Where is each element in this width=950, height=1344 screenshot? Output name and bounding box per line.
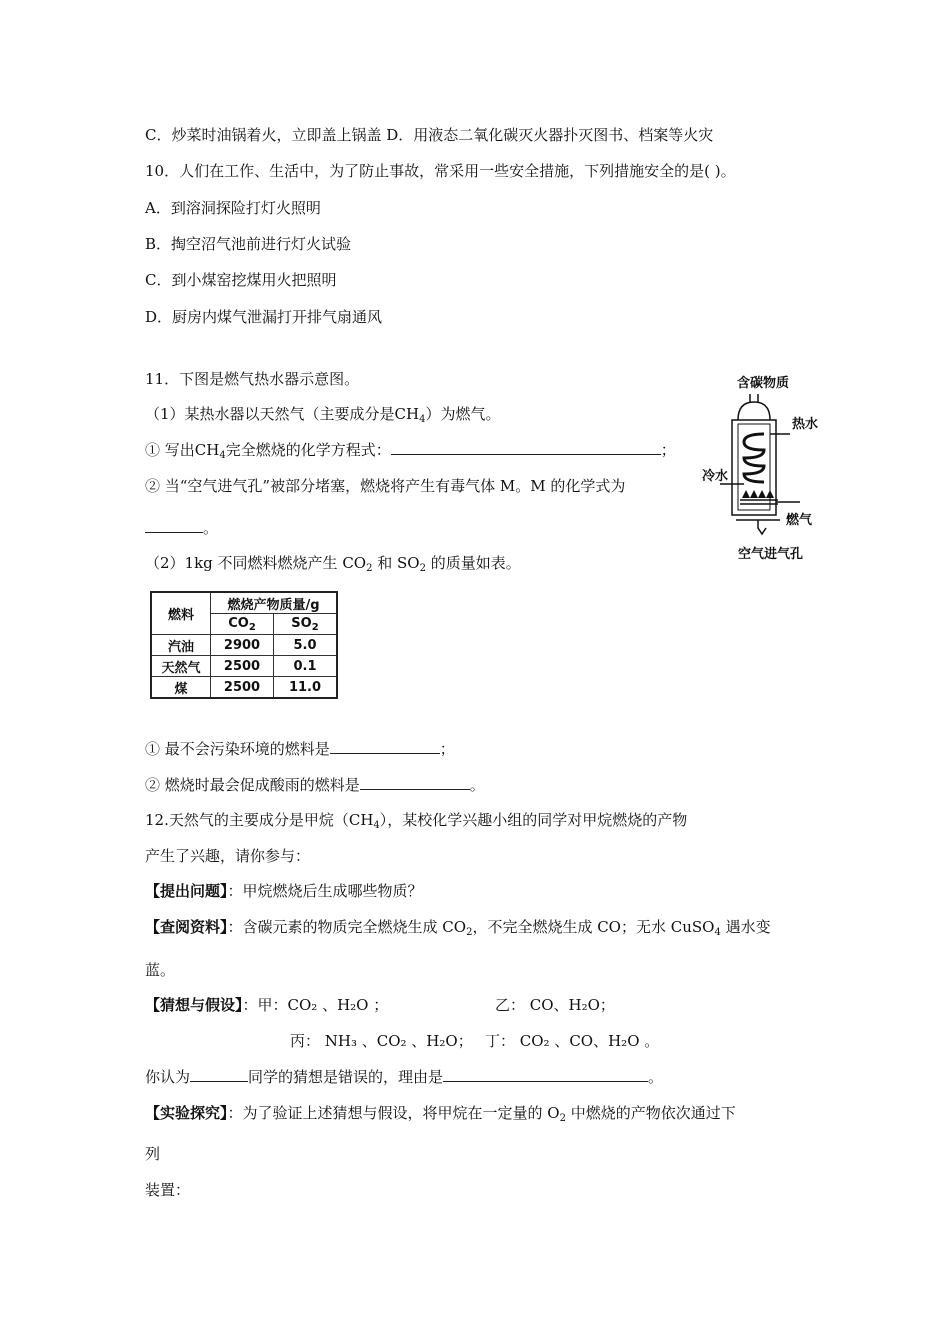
header-co2: $CO_2$: [211, 614, 274, 635]
header-so2: $SO_2$: [274, 614, 338, 635]
q11-question-a: ① 最不会污染环境的燃料是 ；: [145, 740, 455, 758]
table-row: 天然气 2500 0.1: [151, 656, 337, 677]
q12-device-label: 装置：: [145, 1181, 191, 1199]
q12-stem-2: 产生了兴趣，请你参与：: [145, 847, 311, 865]
header-fuel: 燃料: [151, 592, 211, 635]
q12-info: 【查阅资料】：含碳元素的物质完全燃烧生成 $CO_2$，不完全燃烧生成 CO；无水 CuSO$_4$ 遇水变: [145, 918, 771, 938]
answer-blank[interactable]: [360, 775, 470, 790]
gas-water-heater-diagram: [700, 372, 835, 567]
q10-option-b: B．掏空沼气池前进行灯火试验: [145, 235, 352, 253]
q11-sub1: ① 写出$CH_4$完全燃烧的化学方程式： ；: [145, 441, 676, 461]
q12-ask: 【提出问题】：甲烷燃烧后生成哪些物质？: [145, 882, 423, 900]
answer-blank[interactable]: [391, 440, 661, 455]
q10-option-d: D．厨房内煤气泄漏打开排气扇通风: [145, 308, 383, 326]
q11-question-b: ② 燃烧时最会促成酸雨的燃料是 。: [145, 776, 485, 794]
q12-experiment-cont: 列: [145, 1145, 161, 1163]
q11-stem: 11．下图是燃气热水器示意图。: [145, 370, 360, 388]
label-hot-water: 热水: [792, 417, 819, 432]
answer-blank[interactable]: [190, 1067, 248, 1082]
table-row: 煤 2500 11.0: [151, 677, 337, 699]
fuel-emission-table: [150, 591, 338, 699]
label-fuel-gas: 燃气: [786, 513, 813, 528]
q12-think: 你认为 同学的猜想是错误的，理由是 。: [145, 1068, 664, 1086]
header-mass: 燃烧产物质量/g: [211, 592, 338, 614]
label-carbon-substance: 含碳物质: [737, 376, 790, 391]
q12-guess-bing: 丙： NH₃ 、CO₂ 、H₂O；: [290, 1032, 473, 1050]
q11-part2: （2）1kg 不同燃料燃烧产生 $CO_2$ 和 $SO_2$ 的质量如表。: [145, 554, 521, 574]
q11-sub2-answer: 。: [145, 518, 218, 538]
label-cold-water: 冷水: [702, 469, 729, 484]
q12-guess-ding: 丁： CO₂ 、CO、H₂O 。: [485, 1032, 660, 1050]
q10-option-a: A．到溶洞探险打灯火照明: [145, 199, 321, 217]
table-row: 汽油 2900 5.0: [151, 635, 337, 656]
q10-option-c: C．到小煤窑挖煤用火把照明: [145, 271, 337, 289]
q12-stem: 12.天然气的主要成分是甲烷$(CH_4)$，某校化学兴趣小组的同学对甲烷燃烧的产物: [145, 811, 688, 831]
q12-guess-1: 【猜想与假设】：甲：CO₂ 、H₂O ；: [145, 996, 389, 1014]
q9-option-c-d: C．炒菜时油锅着火，立即盖上锅盖 D．用液态二氧化碳灭火器扑灭图书、档案等火灾: [145, 126, 714, 144]
q12-info-cont: 蓝。: [145, 961, 176, 979]
q12-experiment: 【实验探究】：为了验证上述猜想与假设，将甲烷在一定量的 $O_2$ 中燃烧的产物依次通过下: [145, 1104, 736, 1124]
q11-part1: （1）某热水器以天然气（主要成分是$CH_4$）为燃气。: [145, 405, 501, 425]
label-air-inlet: 空气进气孔: [738, 547, 804, 562]
q10-stem: 10．人们在工作、生活中，为了防止事故，常采用一些安全措施，下列措施安全的是( )。: [145, 162, 736, 180]
q12-guess-yi: 乙： CO、H₂O；: [495, 996, 615, 1014]
answer-blank[interactable]: [330, 739, 440, 754]
answer-blank[interactable]: [145, 518, 203, 533]
q11-sub2: ② 当“空气进气孔”被部分堵塞，燃烧将产生有毒气体 M。M 的化学式为: [145, 477, 626, 495]
answer-blank[interactable]: [443, 1067, 648, 1082]
